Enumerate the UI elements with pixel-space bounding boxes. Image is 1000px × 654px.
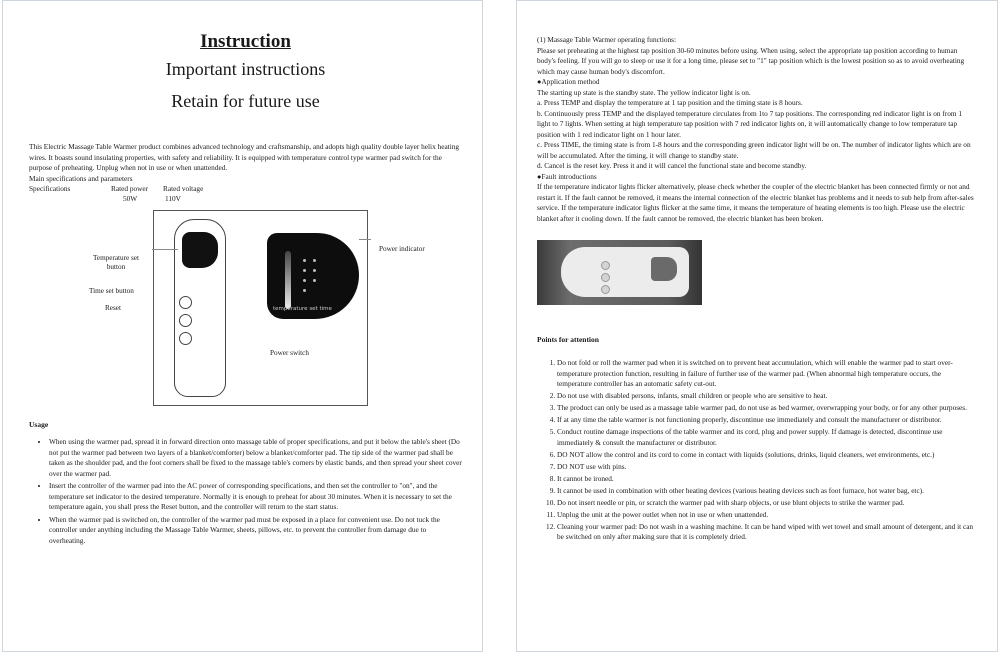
- photo-button-icon: [601, 261, 610, 270]
- operating-intro: Please set preheating at the highest tap position 30-60 minutes before using. When using, select the appropriate tap position according to human body's feeling. If you will go to sleep or use it for a long time, please set to "1" tap position which is the lowest position so as to avoid overheating which may cause human body's discomfort.: [537, 45, 965, 76]
- temp-button-label: Temperature set button: [93, 254, 139, 271]
- specs-heading: Main specifications and parameters: [29, 173, 133, 183]
- point-item: 5. Conduct routine damage inspections of the table warmer and its cord, plug and power supply. If damage is detected, discontinue use immediately & consult the manufacturer or distributor.: [557, 427, 977, 448]
- point-item: 10. Do not insert needle or pin, or scratch the warmer pad with sharp objects, or use blunt objects to strike the warmer pad.: [557, 498, 977, 509]
- indicator-dot: [313, 269, 316, 272]
- application-line: b. Continuously press TEMP and the displayed temperature circulates from 1to 7 tap positions. The corresponding red indicator light is on from 1 light to 7 lights. When setting at high temperature tap position with 7 red indicator lights on, it will automatically change to low temperature tap position with 1 red indicator light on 1 hour later.: [537, 108, 963, 139]
- application-line: c. Press TIME, the timing state is from 1-8 hours and the corresponding green indicator light will be on. The number of indicator lights which are on will be accumulated. After the timing, it will change to standby state.: [537, 140, 971, 160]
- indicator-dot: [313, 259, 316, 262]
- power-switch-label: Power switch: [270, 349, 309, 357]
- indicator-dot: [303, 269, 306, 272]
- leader-line: [152, 249, 178, 250]
- retain-subtitle: Retain for future use: [171, 91, 320, 111]
- photo-screen: [651, 257, 677, 281]
- indicator-dot: [303, 289, 306, 292]
- intro-paragraph: This Electric Massage Table Warmer product combines advanced technology and craftsmanship, and adopts high quality double layer helix heating wires. It boasts sound insulating properties, with safety and reliability. It is equipped with temperature control type warmer pad switch for the purpose of preheating. Unplug when not in use or when unattended.: [29, 142, 460, 172]
- indicator-dot: [313, 279, 316, 282]
- specs-row-values: [29, 194, 462, 204]
- specs-label: Specifications: [29, 184, 71, 193]
- rated-power-label: Rated power: [111, 184, 149, 193]
- rated-power-value: 50W: [123, 194, 138, 203]
- application-line: a. Press TEMP and display the temperature at 1 tap position and the timing state is 8 hours.: [537, 98, 803, 107]
- application-line: d. Cancel is the reset key. Press it and it will cancel the functional state and become standby.: [537, 161, 807, 170]
- controller-diagram: [153, 210, 368, 406]
- leader-line: [359, 239, 371, 240]
- point-item: 3. The product can only be used as a massage table warmer pad, do not use as bed warmer, overwrapping your body, or for any other purposes.: [557, 403, 977, 414]
- display-caption: temperature set time: [273, 306, 332, 312]
- remote-controller: [174, 219, 226, 397]
- instruction-title: Instruction: [200, 31, 291, 52]
- point-item: 12. Cleaning your warmer pad: Do not wash in a washing machine. It can be hand wiped with wet towel and small amount of detergent, and it can be switched on only after making sure that it is completely dried.: [557, 522, 977, 543]
- temperature-button-icon: [179, 296, 192, 309]
- application-line: The starting up state is the standby state. The yellow indicator light is on.: [537, 87, 751, 97]
- temperature-bar: [285, 251, 291, 309]
- rated-voltage-label: Rated voltage: [163, 184, 204, 193]
- time-button-icon: [179, 314, 192, 327]
- indicator-dot: [303, 279, 306, 282]
- photo-button-icon: [601, 285, 610, 294]
- time-button-label: Time set button: [89, 287, 134, 295]
- usage-heading: Usage: [29, 420, 49, 429]
- usage-item: • Insert the controller of the warmer pad into the AC power of corresponding specifications, and then set the controller to "on", and the temperature set indicator to the desired temperature. Normally it is enough to preheat for about 30 minutes. When it is necessary to set the temperature again, you shall press the Reset button, and the controller will return to the start status.: [49, 481, 462, 513]
- display-closeup: [267, 233, 359, 319]
- usage-list: [29, 437, 462, 546]
- remote-screen: [182, 232, 218, 268]
- point-item: 7. DO NOT use with pins.: [557, 462, 977, 473]
- fault-heading: ●Fault introductions: [537, 171, 597, 181]
- point-item: 1. Do not fold or roll the warmer pad when it is switched on to prevent heat accumulation, which will enable the warmer pad to start over-temperature protection function, resulting in failure of further use of the warmer pad. (When abnormal high temperature occurs, the temperature controller has an automatic safety cut-out.: [557, 358, 977, 390]
- point-item: 6. DO NOT allow the control and its cord to come in contact with liquids (solutions, drinks, liquid cleaners, wet environments, etc.): [557, 450, 977, 461]
- operating-heading: (1) Massage Table Warmer operating functions:: [537, 35, 677, 44]
- important-subtitle: Important instructions: [165, 59, 326, 79]
- point-item: 4. If at any time the table warmer is not functioning properly, discontinue use immediately and consult the manufacturer or distributor.: [557, 415, 977, 426]
- rated-voltage-value: 110V: [165, 194, 181, 203]
- reset-label: Reset: [105, 304, 121, 312]
- reset-button-icon: [179, 332, 192, 345]
- power-indicator-label: Power indicator: [379, 245, 425, 253]
- photo-button-icon: [601, 273, 610, 282]
- point-item: 8. It cannot be ironed.: [557, 474, 977, 485]
- right-page: [516, 0, 998, 652]
- fault-text: If the temperature indicator lights flicker alternatively, please check whether the coupler of the electric blanket has been connected firmly or not and restart it. If the fault cannot be removed, it means the internal connection of the electric blanket has problems and it needs to sub help from after-sales service. If the temperature indicator lights flicker at the same time, it means the temperature of heating elements is too high. Please use the electric blanket after it cooling down. If the fault cannot be removed, the electric blanket has been broken.: [537, 182, 974, 223]
- specs-row-labels: [29, 184, 462, 194]
- controller-photo: [537, 240, 702, 305]
- usage-item: • When the warmer pad is switched on, the controller of the warmer pad must be exposed in a place for convenient use. Do not tuck the controller under anything including the Massage Table Warmer, sheets, pillows, etc. to prevent the controller from damage due to overheating.: [49, 515, 462, 547]
- point-item: 9. It cannot be used in combination with other heating devices (various heating devices such as foot furnace, hot water bag, etc).: [557, 486, 977, 497]
- points-heading: Points for attention: [537, 335, 599, 344]
- indicator-dot: [303, 259, 306, 262]
- points-list: [537, 358, 977, 543]
- controller-body: [561, 247, 689, 297]
- left-page: [2, 0, 483, 652]
- application-heading: ●Application method: [537, 77, 600, 86]
- point-item: 11. Unplug the unit at the power outlet when not in use or when unattended.: [557, 510, 977, 521]
- point-item: 2. Do not use with disabled persons, infants, small children or people who are sensitive to heat.: [557, 391, 977, 402]
- usage-item: • When using the warmer pad, spread it in forward direction onto massage table of proper specifications, and put it below the table's sheet (Do not put the warmer pad between two layers of a blanket/comforter) below a blanket/comforter pad. The tip side of the warmer pad shall be taken as the shoulder pad, and the foot corners shall be fixed to the massage table's corners by elastic bands, and then spread your sheet cover over the warmer pad.: [49, 437, 462, 479]
